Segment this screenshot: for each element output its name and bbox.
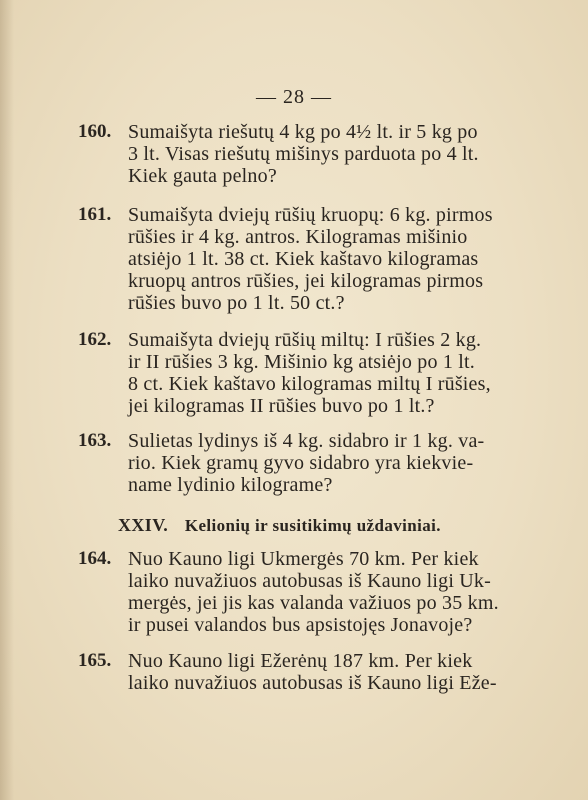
problem-text-line: Sumaišyta dviejų rūšių miltų: I rūšies 2 kg. [128, 329, 482, 351]
problem-text-line: laiko nuvažiuos autobusas iš Kauno ligi Uk- [128, 570, 491, 592]
problem-text-line: Nuo Kauno ligi Ukmergės 70 km. Per kiek [128, 548, 479, 570]
problem-text-line: Sumaišyta dviejų rūšių kruopų: 6 kg. pirmos [128, 204, 493, 226]
section-numeral: XXIV. [118, 515, 169, 535]
problem-text-line: Sulietas lydinys iš 4 kg. sidabro ir 1 kg. va- [128, 430, 485, 452]
page-edge-shadow [0, 0, 14, 800]
problem-text-line: ir pusei valandos bus apsistojęs Jonavoje? [128, 614, 473, 636]
problem-text-line: atsiėjo 1 lt. 38 ct. Kiek kaštavo kilogramas [128, 248, 479, 270]
problem-number: 165. [78, 650, 112, 671]
problem-text-line: laiko nuvažiuos autobusas iš Kauno ligi Eže- [128, 672, 497, 694]
problem-text-line: mergės, jei jis kas valanda važiuos po 35 km. [128, 592, 499, 614]
problem-number: 164. [78, 548, 112, 569]
problem-text-line: rūšies buvo po 1 lt. 50 ct.? [128, 292, 345, 314]
section-heading [118, 514, 441, 537]
section-title: Kelionių ir susitikimų uždaviniai. [184, 516, 441, 535]
problem-text-line: Nuo Kauno ligi Ežerėnų 187 km. Per kiek [128, 650, 473, 672]
problem-text-line: Sumaišyta riešutų 4 kg po 4½ lt. ir 5 kg po [128, 121, 478, 143]
page-number: — 28 — [256, 86, 332, 108]
problem-text-line: ir II rūšies 3 kg. Mišinio kg atsiėjo po 1 lt. [128, 351, 475, 373]
problem-number: 160. [78, 121, 112, 142]
problem-text-line: name lydinio kilograme? [128, 474, 333, 496]
problem-text-line: kruopų antros rūšies, jei kilogramas pirmos [128, 270, 484, 292]
problem-text-line: 8 ct. Kiek kaštavo kilogramas miltų I rūšies, [128, 373, 491, 395]
problem-text-line: Kiek gauta pelno? [128, 165, 277, 187]
problem-number: 161. [78, 204, 112, 225]
problem-number: 163. [78, 430, 112, 451]
problem-text-line: 3 lt. Visas riešutų mišinys parduota po 4 lt. [128, 143, 479, 165]
problem-text-line: rūšies ir 4 kg. antros. Kilogramas mišinio [128, 226, 468, 248]
problem-text-line: jei kilogramas II rūšies buvo po 1 lt.? [128, 395, 435, 417]
problem-text-line: rio. Kiek gramų gyvo sidabro yra kiekvie- [128, 452, 474, 474]
problem-number: 162. [78, 329, 112, 350]
